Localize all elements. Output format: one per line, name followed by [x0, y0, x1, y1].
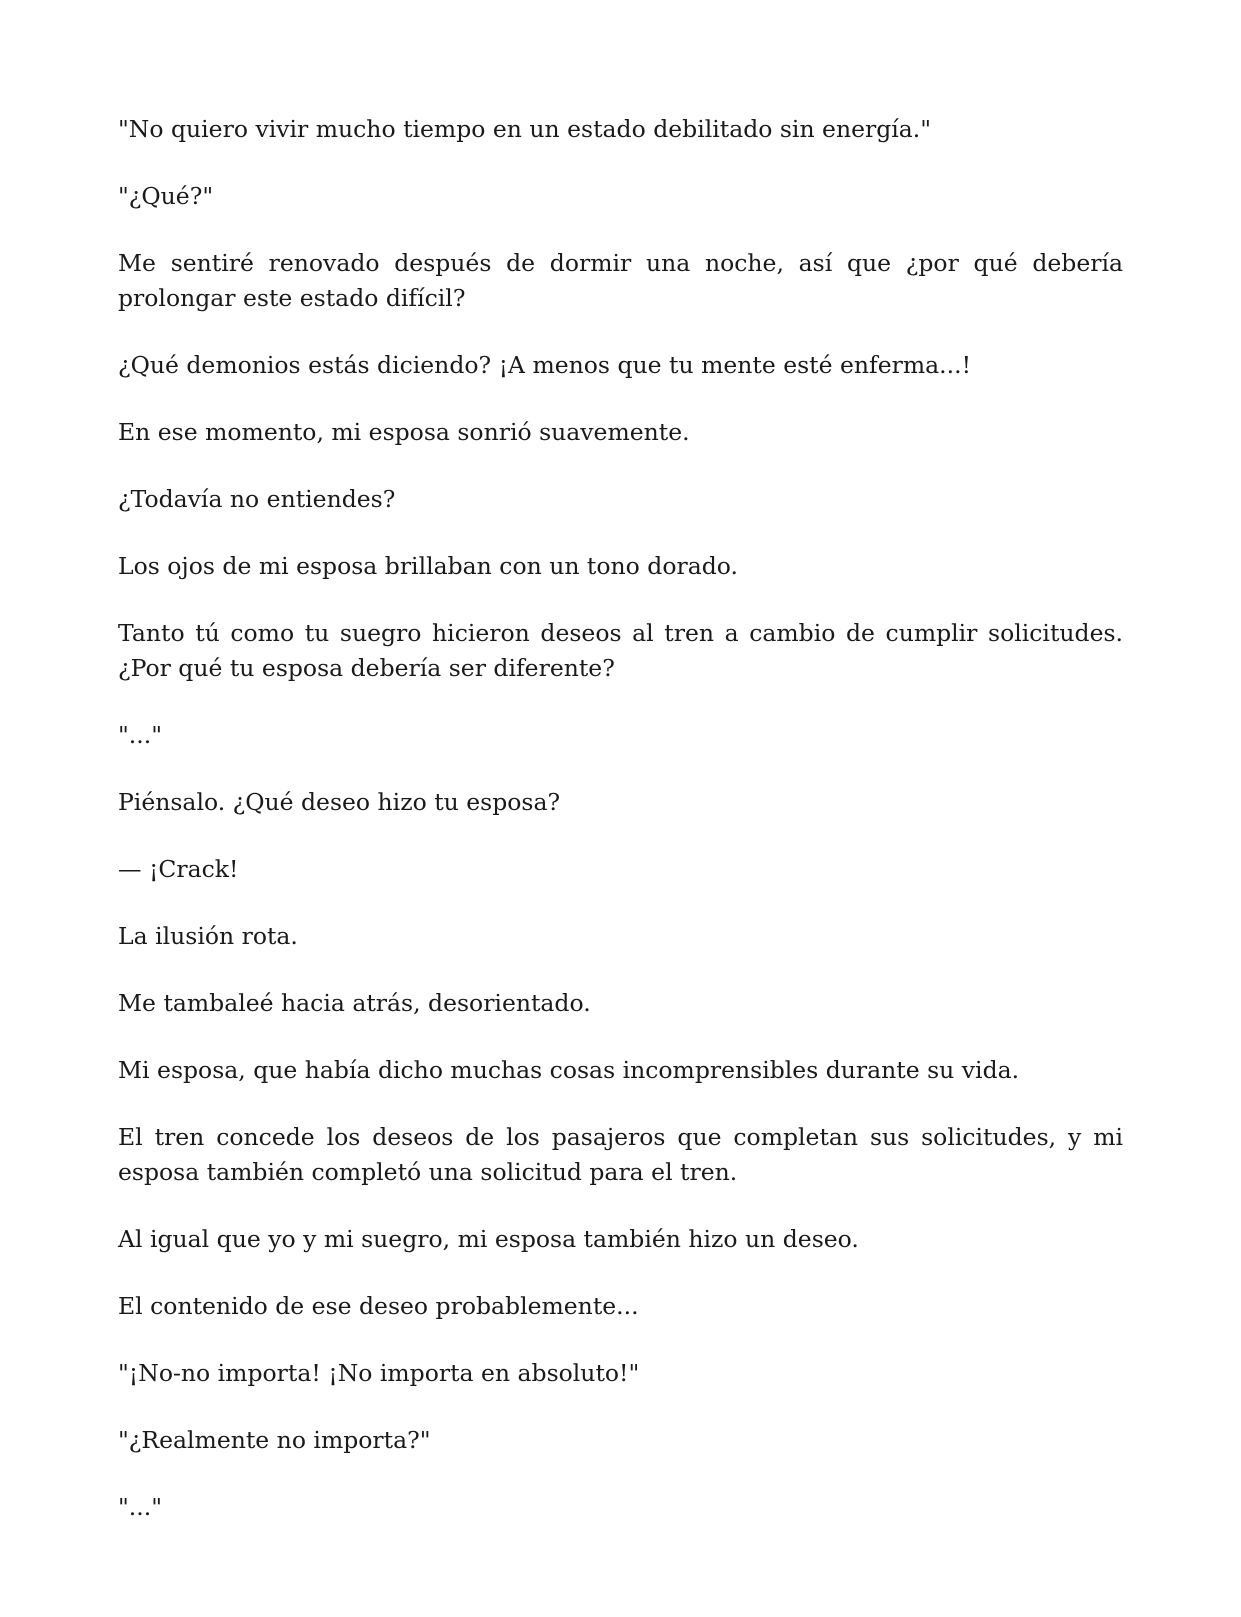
paragraph: ¿Todavía no entiendes?	[118, 485, 396, 513]
document-body	[118, 112, 1123, 1557]
paragraph: "¿Realmente no importa?"	[118, 1426, 431, 1454]
paragraph: Al igual que yo y mi suegro, mi esposa también hizo un deseo.	[118, 1225, 859, 1253]
paragraph: "..."	[118, 1493, 163, 1521]
paragraph: Los ojos de mi esposa brillaban con un tono dorado.	[118, 552, 738, 580]
paragraph: El contenido de ese deseo probablemente...	[118, 1292, 639, 1320]
paragraph: "No quiero vivir mucho tiempo en un estado debilitado sin energía."	[118, 115, 932, 143]
paragraph: "¿Qué?"	[118, 182, 214, 210]
paragraph: El tren concede los deseos de los pasajeros que completan sus solicitudes, y mi esposa también completó una solicitud para el tren.	[118, 1123, 1123, 1186]
paragraph: "..."	[118, 721, 163, 749]
paragraph: La ilusión rota.	[118, 922, 298, 950]
paragraph: Mi esposa, que había dicho muchas cosas incomprensibles durante su vida.	[118, 1056, 1020, 1084]
paragraph: — ¡Crack!	[118, 855, 239, 883]
paragraph: Me sentiré renovado después de dormir una noche, así que ¿por qué debería prolongar este estado difícil?	[118, 249, 1123, 312]
paragraph: Me tambaleé hacia atrás, desorientado.	[118, 989, 591, 1017]
paragraph: "¡No-no importa! ¡No importa en absoluto!"	[118, 1359, 640, 1387]
paragraph: Tanto tú como tu suegro hicieron deseos al tren a cambio de cumplir solicitudes. ¿Por qué tu esposa debería ser diferente?	[118, 619, 1123, 682]
paragraph: Piénsalo. ¿Qué deseo hizo tu esposa?	[118, 788, 561, 816]
paragraph: En ese momento, mi esposa sonrió suavemente.	[118, 418, 690, 446]
paragraph: ¿Qué demonios estás diciendo? ¡A menos que tu mente esté enferma...!	[118, 351, 972, 379]
